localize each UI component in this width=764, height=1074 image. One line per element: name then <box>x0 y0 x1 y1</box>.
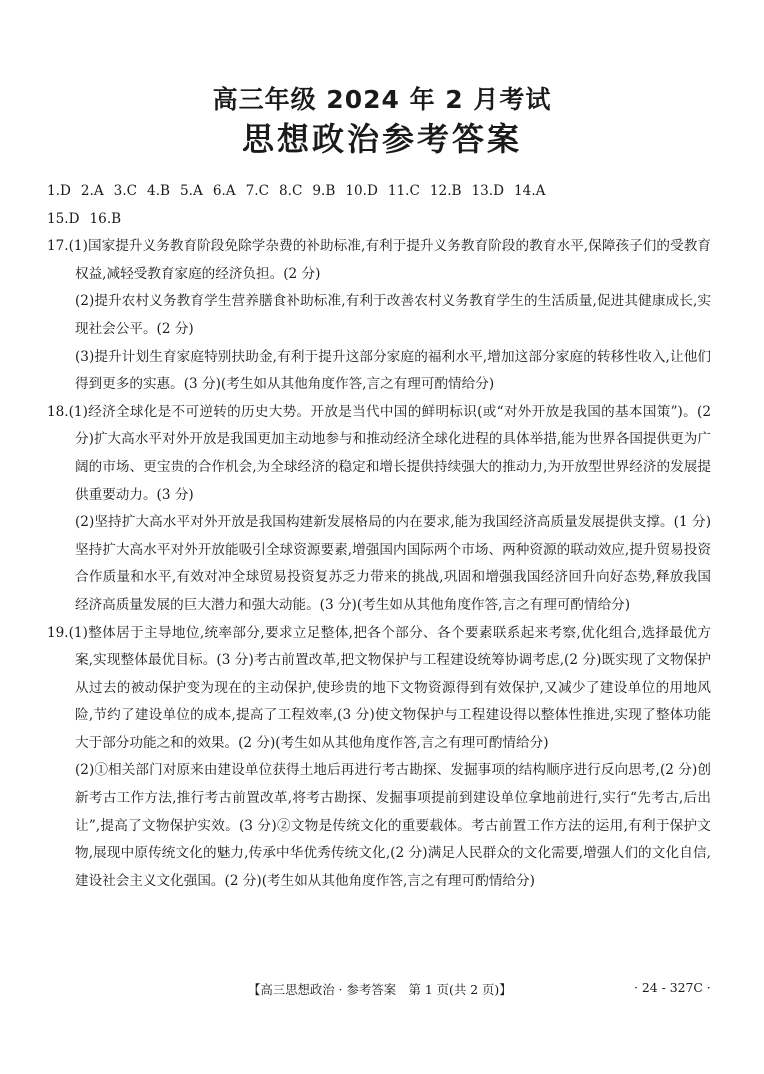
mc-answer: 9.B <box>312 183 336 199</box>
multiple-choice-answers-line2 <box>47 206 711 234</box>
exam-title: 高三年级 2024 年 2 月考试 <box>212 85 552 114</box>
footer-exam-code: · 24 - 327C · <box>634 980 711 995</box>
mc-answer: 13.D <box>471 183 505 199</box>
question-17-part-1 <box>47 233 711 288</box>
mc-answer: 16.B <box>89 210 122 227</box>
answer-body <box>47 178 711 895</box>
mc-answer: 7.C <box>245 183 269 199</box>
mc-answer: 12.B <box>429 183 462 199</box>
question-17-part-3: (3)提升计划生育家庭特别扶助金,有利于提升这部分家庭的福利水平,增加这部分家庭的转移性收入,让他们得到更多的实惠。(3 分)(考生如从其他角度作答,言之有理可酌情给分) <box>75 348 711 393</box>
answer-text: (1)经济全球化是不可逆转的历史大势。开放是当代中国的鲜明标识(或“对外开放是我国的基本国策”)。(2 分)扩大高水平对外开放是我国更加主动地参与和推动经济全球化进程的具体举措,能为世界各国提供更为广阔的市场、更宝贵的合作机会,为全球经济的稳定和增长提供持续强大的推动力,为开放型世界经济的发展提供重要动力。(3 分) <box>68 403 711 503</box>
answer-text: (1)整体居于主导地位,统率部分,要求立足整体,把各个部分、各个要素联系起来考察,优化组合,选择最优方案,实现整体最优目标。(3 分)考古前置改革,把文物保护与工程建设统筹协调考虑,(2 分)既实现了文物保护从过去的被动保护变为现在的主动保护,使珍贵的地下文物资源得到有效保护,又减少了建设单位的用地风险,节约了建设单位的成本,提高了工程效率,(3 分)使文物保护与工程建设得以整体性推进,实现了整体功能大于部分功能之和的效果。(2 分)(考生如从其他角度作答,言之有理可酌情给分) <box>68 624 711 751</box>
page-footer <box>0 976 764 1000</box>
mc-answer: 2.A <box>80 183 104 199</box>
question-number: 17. <box>47 238 69 255</box>
mc-answer: 8.C <box>278 183 303 199</box>
question-19-part-2: (2)①相关部门对原来由建设单位获得土地后再进行考古勘探、发掘事项的结构顺序进行反向思考,(2 分)创新考古工作方法,推行考古前置改革,将考古勘探、发掘事项提前到建设单位拿地前进行,实行“先考古,后出让”,提高了文物保护实效。(3 分)②文物是传统文化的重要载体。考古前置工作方法的运用,有利于保护文物,展现中原传统文化的魅力,传承中华优秀传统文化,(2 分)满足人民群众的文化需要,增强人们的文化自信,建设社会主义文化强国。(2 分)(考生如从其他角度作答,言之有理可酌情给分) <box>75 762 711 889</box>
mc-answer: 6.A <box>212 183 236 199</box>
mc-answer: 15.D <box>47 210 80 227</box>
footer-page-info: 【高三思想政治 · 参考答案 第 1 页(共 2 页)】 <box>248 982 512 997</box>
question-number: 19. <box>47 624 69 641</box>
mc-answer: 3.C <box>113 183 138 199</box>
mc-answer: 10.D <box>345 183 378 199</box>
question-19-part-1 <box>47 620 711 758</box>
question-18-part-1 <box>47 399 711 509</box>
mc-answer: 4.B <box>147 183 171 199</box>
question-18-part-2: (2)坚持扩大高水平对外开放是我国构建新发展格局的内在要求,能为我国经济高质量发展提供支撑。(1 分)坚持扩大高水平对外开放能吸引全球资源要素,增强国内国际两个市场、两种资源的联动效应,提升贸易投资合作质量和水平,有效对冲全球贸易投资复苏乏力带来的挑战,巩固和增强我国经济回升向好态势,释放我国经济高质量发展的巨大潜力和强大动能。(3 分)(考生如从其他角度作答,言之有理可酌情给分) <box>75 514 711 613</box>
question-number: 18. <box>47 403 69 420</box>
question-17-part-2: (2)提升农村义务教育学生营养膳食补助标准,有利于改善农村义务教育学生的生活质量,促进其健康成长,实现社会公平。(2 分) <box>75 293 711 337</box>
document-title: 思想政治参考答案 <box>241 120 522 158</box>
mc-answer: 14.A <box>514 183 546 199</box>
mc-answer: 5.A <box>180 183 203 199</box>
mc-answer: 1.D <box>47 183 71 199</box>
mc-answer: 11.C <box>387 183 420 199</box>
answer-text: (1)国家提升义务教育阶段免除学杂费的补助标准,有利于提升义务教育阶段的教育水平,保障孩子们的受教育权益,减轻受教育家庭的经济负担。(2 分) <box>68 238 711 282</box>
multiple-choice-answers-line1 <box>47 178 711 206</box>
